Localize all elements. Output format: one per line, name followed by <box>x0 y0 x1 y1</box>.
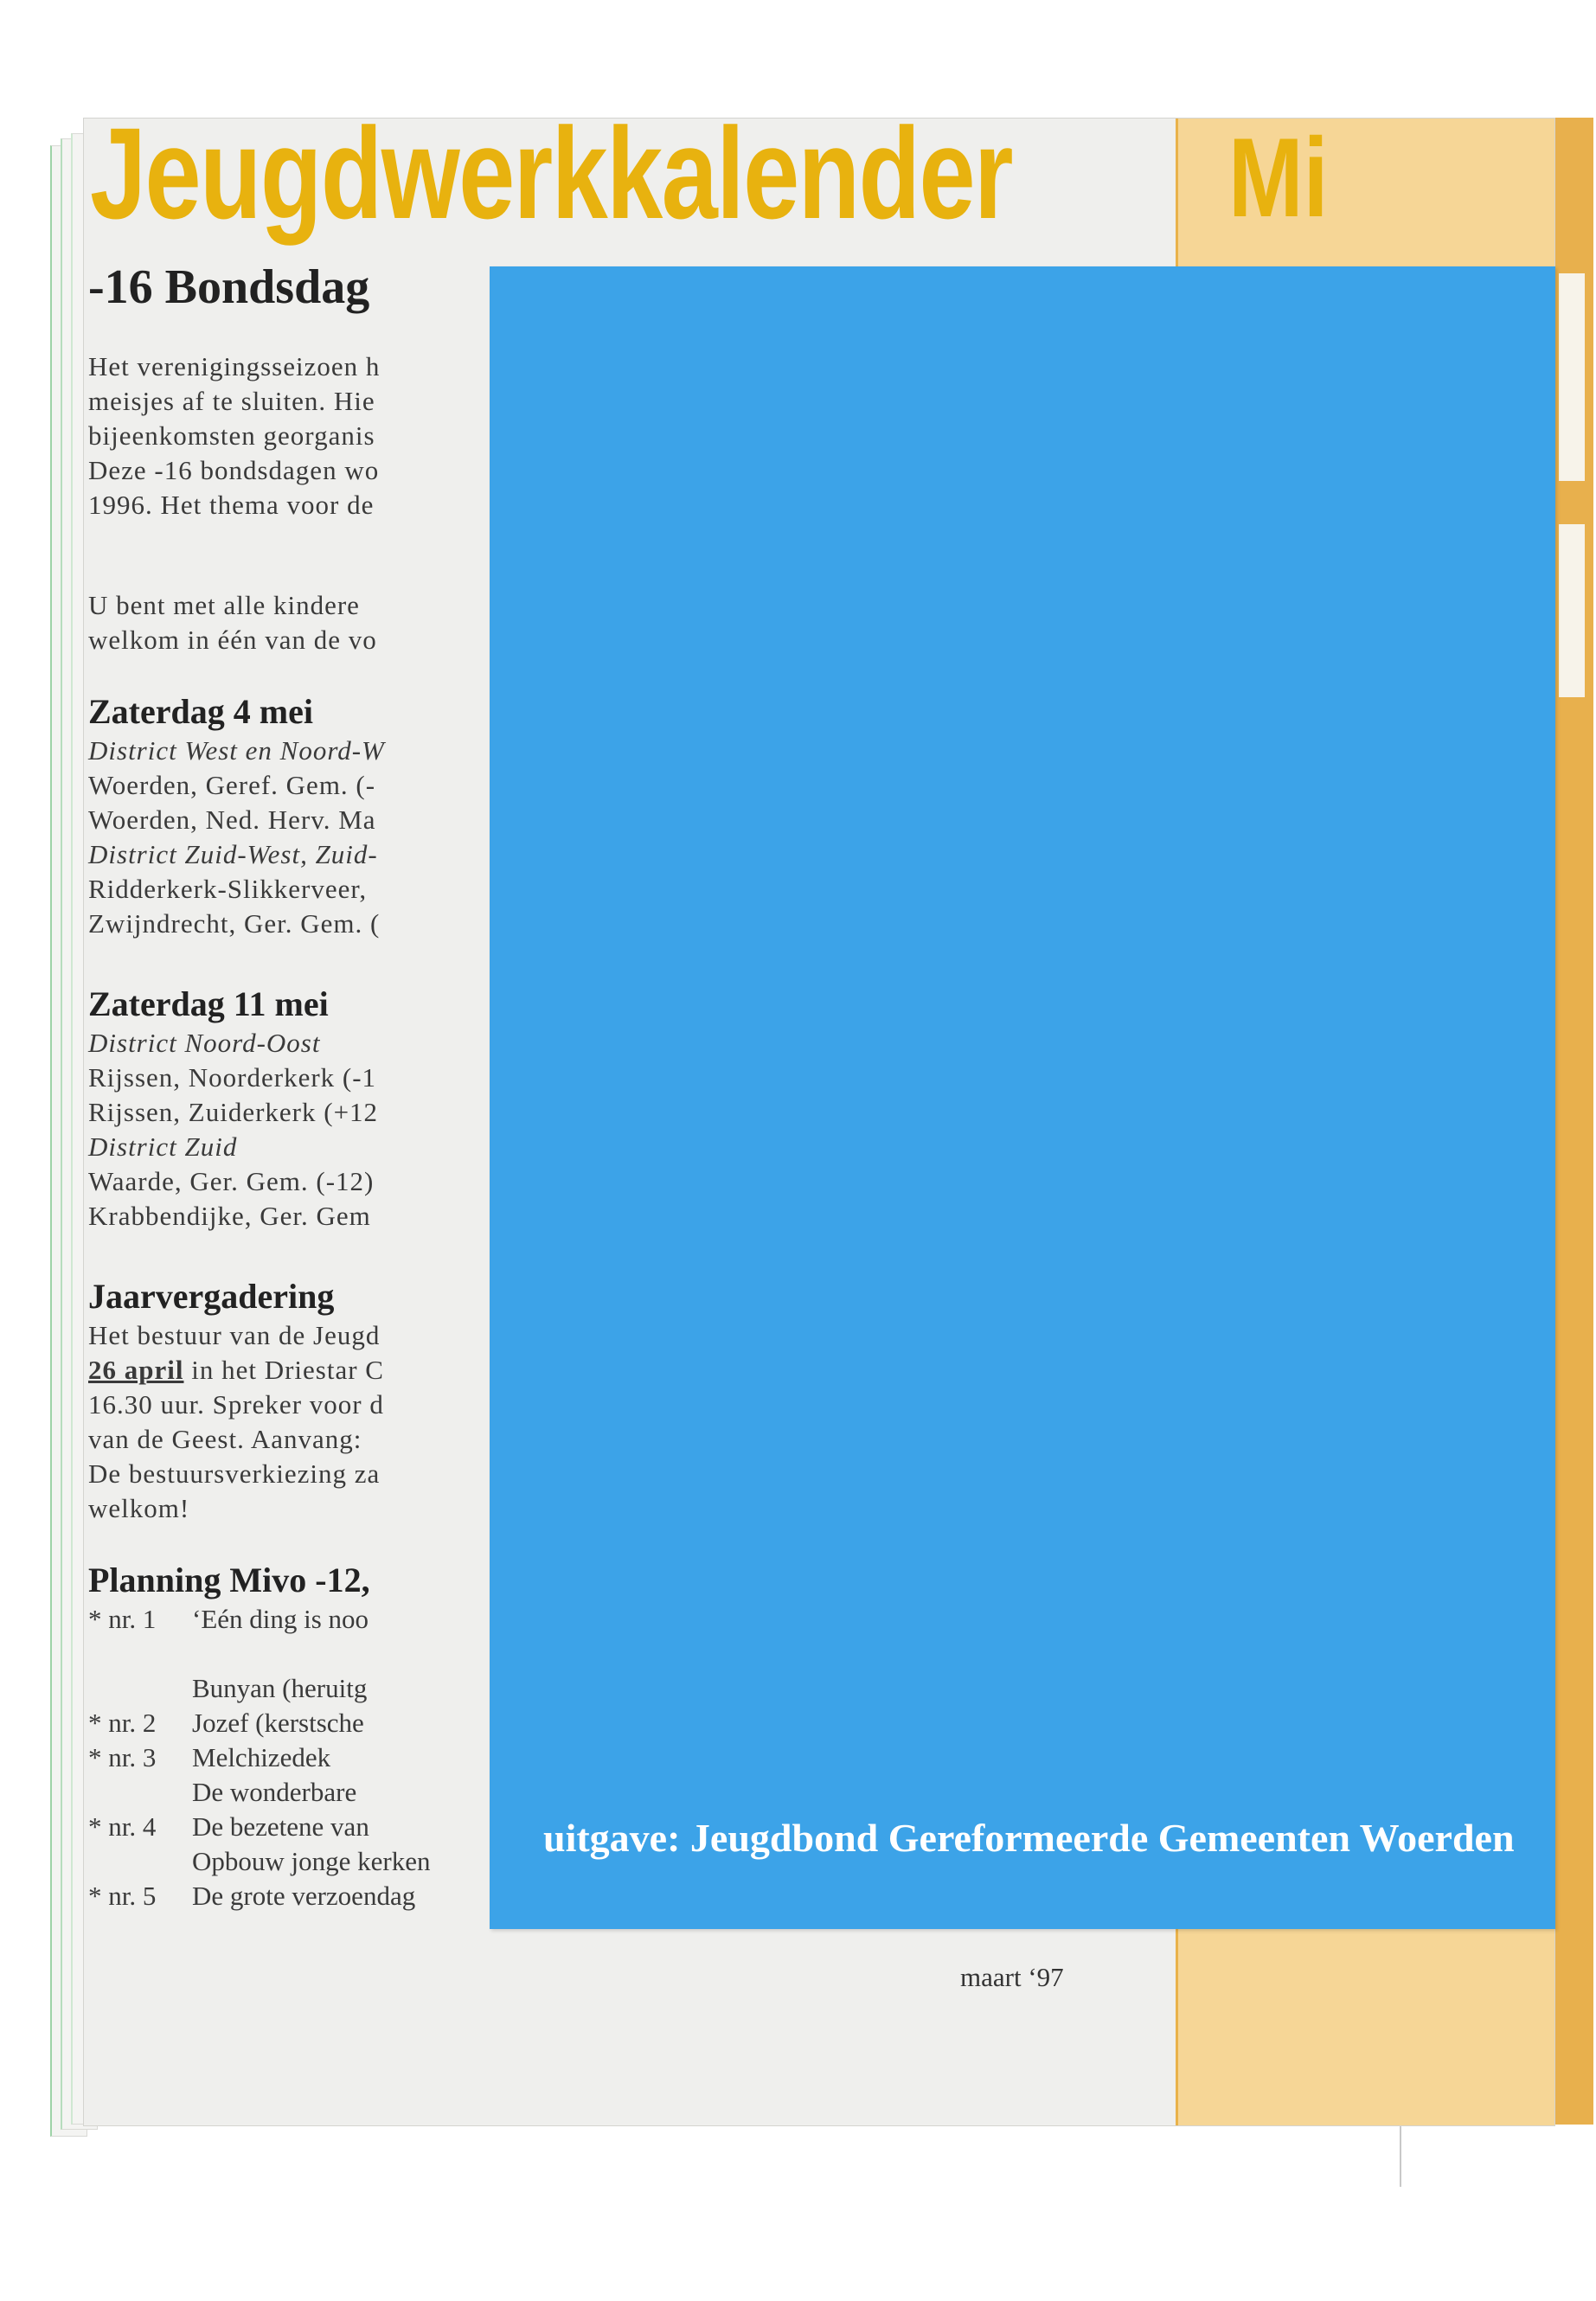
text-line: bijeenkomsten georganis <box>88 420 375 451</box>
meeting-line: Het bestuur van de Jeugd <box>88 1320 381 1350</box>
text-line: Zwijndrecht, Ger. Gem. ( <box>88 908 381 939</box>
text-line: District Zuid-West, Zuid- <box>88 839 378 869</box>
meeting-heading: Jaarvergadering <box>88 1277 335 1316</box>
section-heading: -16 Bondsdag <box>88 260 370 314</box>
planning-number: * nr. 4 <box>88 1811 157 1842</box>
text-line: meisjes af te sluiten. Hie <box>88 386 375 416</box>
scan-mark <box>1400 2126 1401 2187</box>
day-heading: Zaterdag 4 mei <box>88 692 313 731</box>
planning-number: * nr. 5 <box>88 1881 157 1911</box>
text-line: Rijssen, Zuiderkerk (+12 <box>88 1097 379 1127</box>
text-line: Woerden, Ned. Herv. Ma <box>88 804 376 835</box>
text-line: Het verenigingsseizoen h <box>88 351 381 381</box>
text-line: Ridderkerk-Slikkerveer, <box>88 874 368 904</box>
meeting-line: De bestuursverkiezing za <box>88 1458 381 1489</box>
day-heading: Zaterdag 11 mei <box>88 984 329 1023</box>
text-line: U bent met alle kindere <box>88 590 360 620</box>
text-line: Krabbendijke, Ger. Gem <box>88 1201 371 1231</box>
planning-title: De grote verzoendag <box>192 1881 416 1911</box>
meeting-line: van de Geest. Aanvang: <box>88 1424 362 1454</box>
planning-title: Opbouw jonge kerken <box>192 1846 431 1876</box>
meeting-text: in het Driestar C <box>183 1355 384 1385</box>
planning-title: De wonderbare <box>192 1777 357 1807</box>
meeting-date: 26 april <box>88 1355 184 1385</box>
planning-title: Melchizedek <box>192 1742 331 1772</box>
planning-number <box>88 1844 192 1879</box>
planning-number <box>88 1637 192 1671</box>
text-line: Waarde, Ger. Gem. (-12) <box>88 1166 375 1196</box>
planning-number: * nr. 3 <box>88 1742 157 1772</box>
planning-title: ‘Eén ding is noo <box>192 1604 369 1634</box>
meeting-line: welkom! <box>88 1493 190 1523</box>
planning-title: Bunyan (heruitg <box>192 1673 368 1703</box>
planning-heading: Planning Mivo -12, <box>88 1561 370 1599</box>
page-title: Jeugdwerkkalender <box>90 100 1012 246</box>
right-page-strip <box>1554 118 1593 2125</box>
text-line: District Noord-Oost <box>88 1028 321 1058</box>
planning-number: * nr. 1 <box>88 1604 157 1634</box>
text-line: 1996. Het thema voor de <box>88 490 375 520</box>
planning-number <box>88 1671 192 1706</box>
strip-paper <box>1559 524 1585 697</box>
text-line: District West en Noord-W <box>88 735 385 766</box>
text-line: District Zuid <box>88 1131 238 1162</box>
text-line: Woerden, Geref. Gem. (- <box>88 770 376 800</box>
page-title-right: Mi <box>1228 114 1329 240</box>
blue-cover-sheet <box>490 266 1555 1929</box>
text-line: Rijssen, Noorderkerk (-1 <box>88 1062 377 1093</box>
planning-number: * nr. 2 <box>88 1708 157 1738</box>
issue-date: maart ‘97 <box>960 1962 1064 1992</box>
publisher-tagline: uitgave: Jeugdbond Gereformeerde Gemeenten Woerden <box>543 1816 1515 1860</box>
meeting-line: 16.30 uur. Spreker voor d <box>88 1389 384 1420</box>
planning-title: Jozef (kerstsche <box>192 1708 364 1738</box>
text-line: welkom in één van de vo <box>88 625 377 655</box>
planning-title: De bezetene van <box>192 1811 369 1842</box>
planning-number <box>88 1775 192 1810</box>
strip-paper <box>1559 273 1585 481</box>
text-line: Deze -16 bondsdagen wo <box>88 455 380 485</box>
